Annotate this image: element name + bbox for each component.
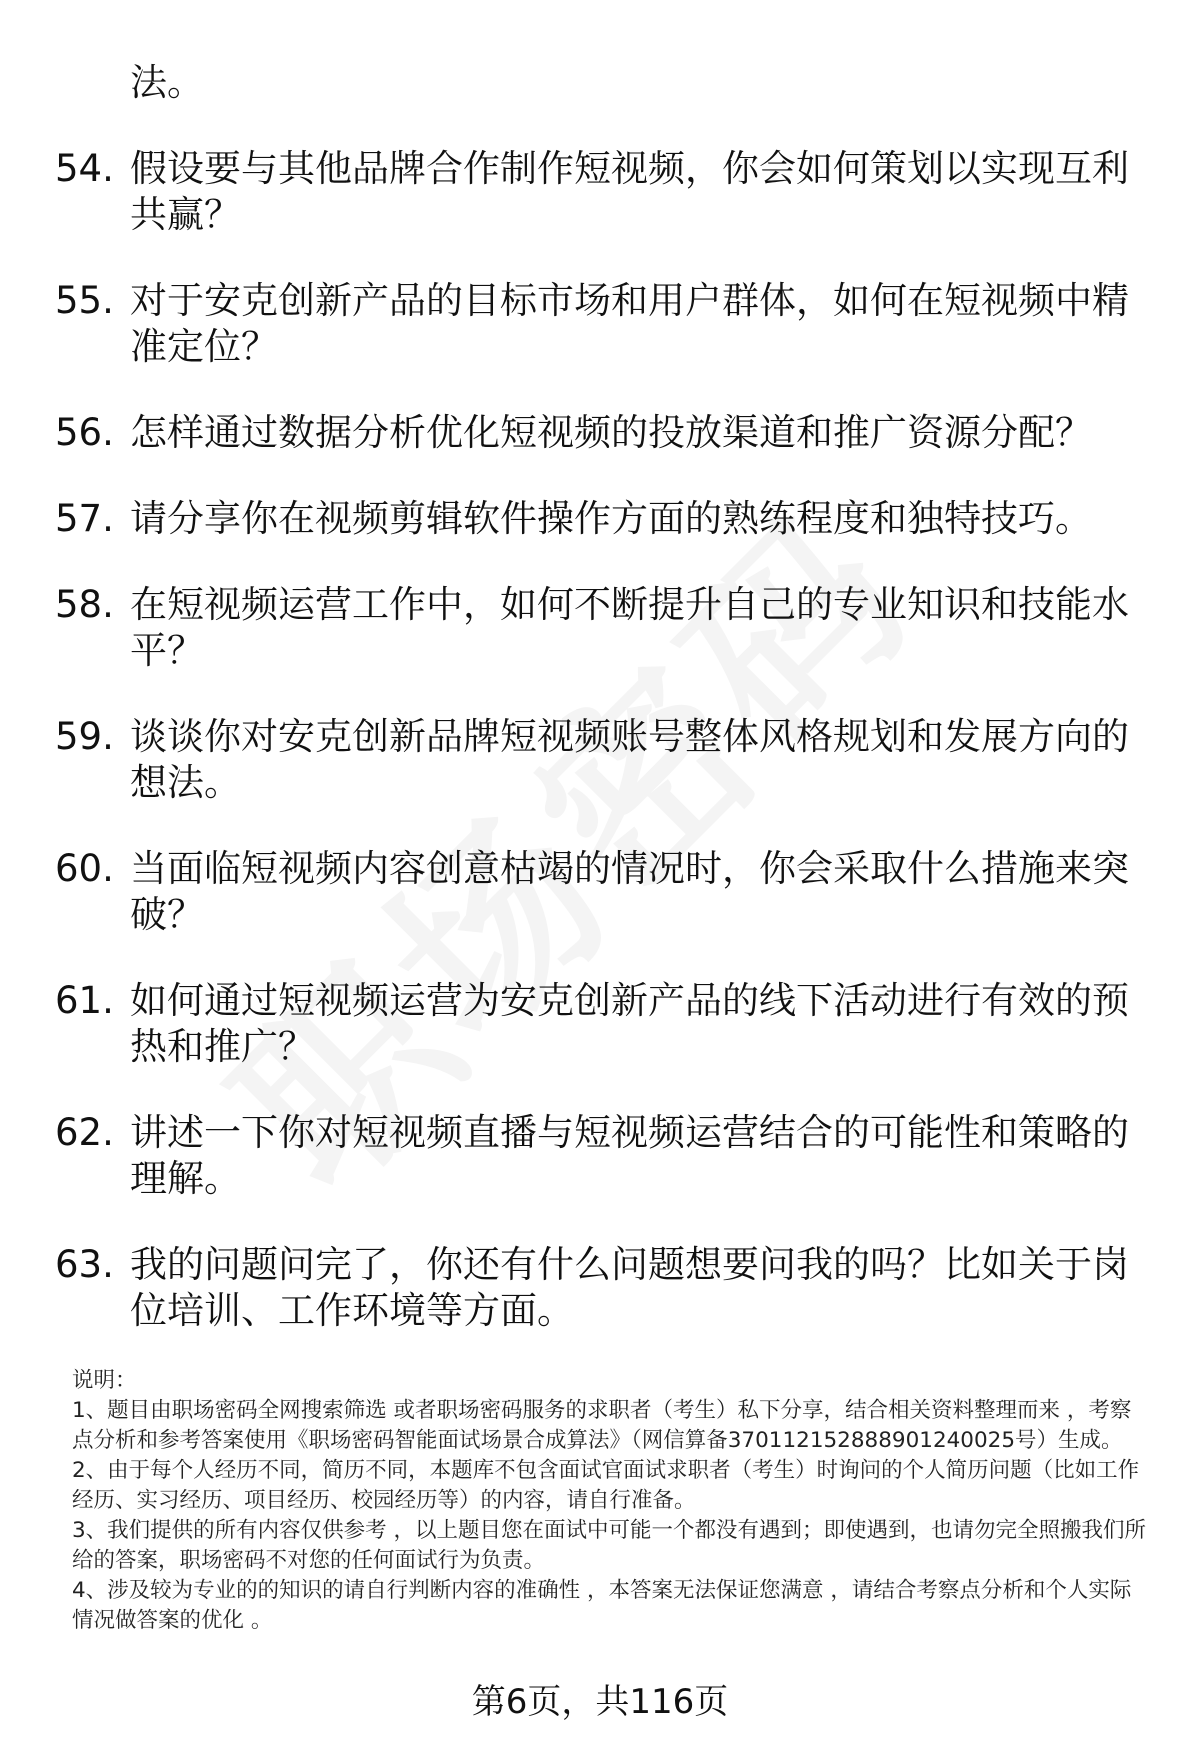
question-item xyxy=(55,1110,1155,1202)
question-text: 在短视频运营工作中，如何不断提升自己的专业知识和技能水平？ xyxy=(130,583,1129,672)
question-item xyxy=(55,978,1155,1070)
question-number: 60. xyxy=(55,847,114,890)
question-text: 请分享你在视频剪辑软件操作方面的熟练程度和独特技巧。 xyxy=(130,497,1092,540)
question-number: 59. xyxy=(55,715,114,758)
question-item xyxy=(55,146,1155,238)
continued-text-fragment: 法。 xyxy=(130,61,204,104)
question-number: 62. xyxy=(55,1111,114,1154)
question-number: 63. xyxy=(55,1243,114,1286)
question-item xyxy=(55,278,1155,370)
question-item xyxy=(55,1242,1155,1334)
question-number: 57. xyxy=(55,497,114,540)
question-item xyxy=(55,714,1155,806)
note-item: 4、涉及较为专业的的知识的请自行判断内容的准确性 ，本答案无法保证您满意 ，请结合考察点分析和个人实际情况做答案的优化 。 xyxy=(72,1578,1132,1633)
question-item xyxy=(55,846,1155,938)
question-list xyxy=(55,146,1155,1374)
question-text: 我的问题问完了，你还有什么问题想要问我的吗？比如关于岗位培训、工作环境等方面。 xyxy=(130,1243,1129,1332)
question-item xyxy=(55,410,1155,456)
question-item xyxy=(55,496,1155,542)
question-text: 如何通过短视频运营为安克创新产品的线下活动进行有效的预热和推广？ xyxy=(130,979,1129,1068)
question-text: 怎样通过数据分析优化短视频的投放渠道和推广资源分配？ xyxy=(130,411,1092,454)
page-number: 第6页，共116页 xyxy=(471,1682,729,1722)
notes-title: 说明： xyxy=(72,1368,137,1393)
question-number: 56. xyxy=(55,411,114,454)
question-number: 54. xyxy=(55,147,114,190)
question-text: 当面临短视频内容创意枯竭的情况时，你会采取什么措施来突破？ xyxy=(130,847,1129,936)
question-number: 55. xyxy=(55,279,114,322)
note-item: 2、由于每个人经历不同，简历不同，本题库不包含面试官面试求职者（考生）时询问的个人简历问题（比如工作经历、实习经历、项目经历、校园经历等）的内容，请自行准备。 xyxy=(72,1458,1140,1513)
question-text: 假设要与其他品牌合作制作短视频，你会如何策划以实现互利共赢？ xyxy=(130,147,1129,236)
question-text: 讲述一下你对短视频直播与短视频运营结合的可能性和策略的理解。 xyxy=(130,1111,1129,1200)
notes-section xyxy=(72,1366,1152,1636)
question-text: 谈谈你对安克创新品牌短视频账号整体风格规划和发展方向的想法。 xyxy=(130,715,1129,804)
question-item xyxy=(55,582,1155,674)
note-item: 3、我们提供的所有内容仅供参考 ，以上题目您在面试中可能一个都没有遇到；即使遇到，也请勿完全照搬我们所给的答案，职场密码不对您的任何面试行为负责。 xyxy=(72,1518,1147,1573)
question-text: 对于安克创新产品的目标市场和用户群体，如何在短视频中精准定位？ xyxy=(130,279,1129,368)
question-number: 58. xyxy=(55,583,114,626)
question-number: 61. xyxy=(55,979,114,1022)
note-item: 1、题目由职场密码全网搜索筛选 或者职场密码服务的求职者（考生）私下分享，结合相关资料整理而来 ，考察点分析和参考答案使用《职场密码智能面试场景合成算法》（网信算备370112152888901240025号）生成。 xyxy=(72,1398,1132,1453)
